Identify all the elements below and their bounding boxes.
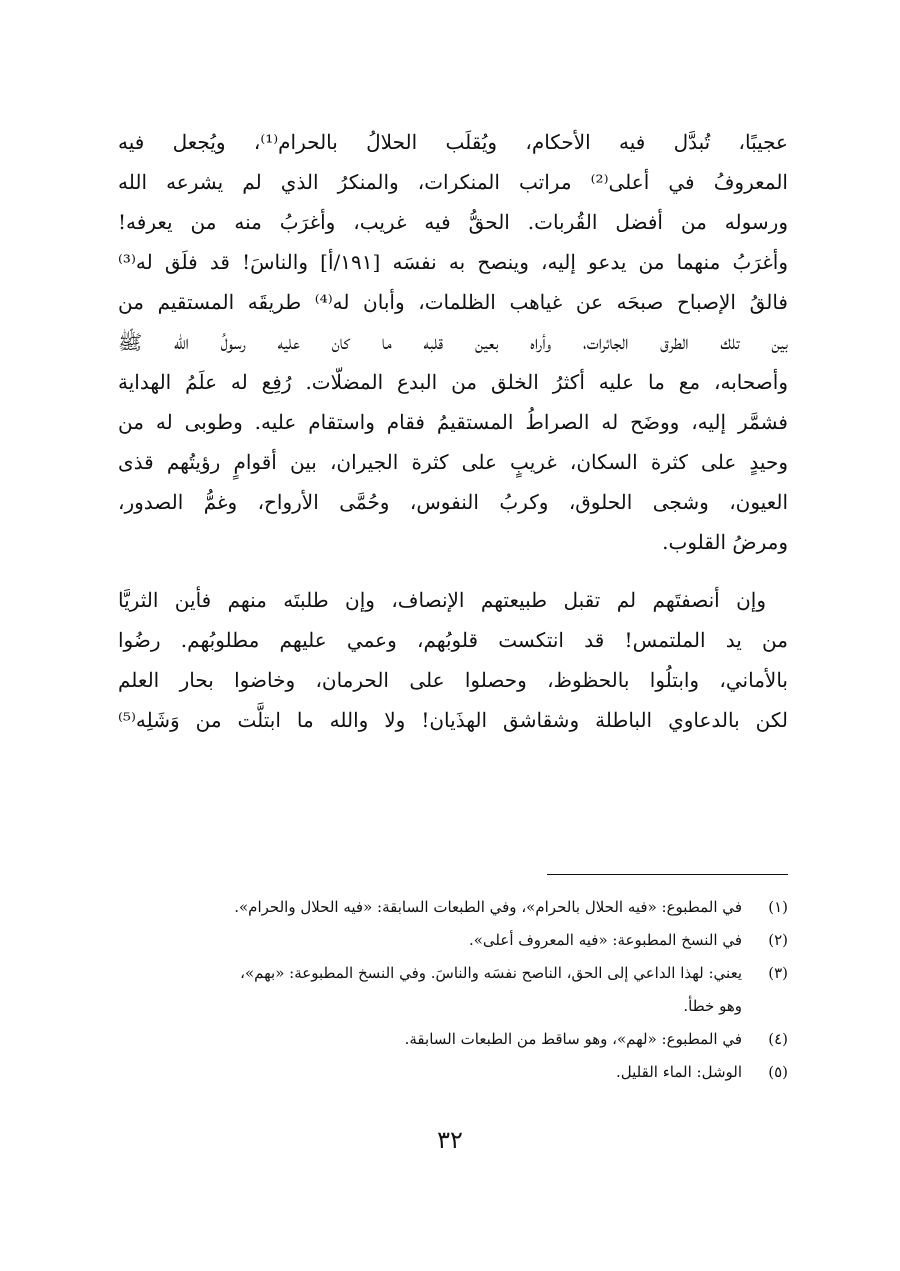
footnote-text: في المطبوع: «فيه الحلال بالحرام»، وفي الطبعات السابقة: «فيه الحلال والحرام». bbox=[234, 898, 742, 916]
text-line: فشمَّر إليه، ووضَح له الصراطُ المستقيمُ فقام واستقام عليه. وطوبى له من bbox=[118, 410, 788, 434]
footnote-number: (٤) bbox=[768, 1030, 788, 1048]
paragraph-gap bbox=[118, 562, 788, 580]
text-line: ومرضُ القلوب. bbox=[662, 530, 788, 554]
text-line: بين تلك الطرق الجائرات، وأراه بعين قلبه ما كان عليه رسولُ الله ﷺ bbox=[118, 330, 788, 354]
text-line: المعروفُ في أعلى⁽²⁾ مراتب المنكرات، والمنكرُ الذي لم يشرعه الله bbox=[118, 170, 788, 194]
text-line: لكن بالدعاوي الباطلة وشقاشق الهذَيان! ولا والله ما ابتلَّت من وَشَلِه⁽⁵⁾ bbox=[118, 708, 788, 732]
footnote-text: يعني: لهذا الداعي إلى الحق، الناصح نفسَه والناسَ. وفي النسخ المطبوعة: «بهم»، bbox=[240, 964, 742, 982]
paragraph-1 bbox=[118, 122, 788, 562]
text-line: وإن أنصفتَهم لم تقبل طبيعتهم الإنصاف، وإن طلبتَه منهم فأين الثريَّا bbox=[118, 588, 766, 612]
footnote-separator bbox=[547, 874, 788, 875]
footnote-number: (١) bbox=[768, 898, 788, 916]
text-line: وأصحابه، مع ما عليه أكثرُ الخلق من البدع المضلّات. رُفِع له علَمُ الهداية bbox=[118, 370, 788, 394]
footnote bbox=[118, 1056, 788, 1089]
footnote-number: (٢) bbox=[768, 931, 788, 949]
text-line: وحيدٍ على كثرة السكان، غريبٍ على كثرة الجيران، بين أقوامٍ رؤيتُهم قذى bbox=[118, 450, 788, 474]
footnote-text: الوشل: الماء القليل. bbox=[616, 1063, 742, 1081]
text-line: ورسوله من أفضل القُربات. الحقُّ فيه غريب، وأغرَبُ منه من يعرفه! bbox=[118, 210, 788, 234]
text-line: بالأماني، وابتلُوا بالحظوظ، وحصلوا على الحرمان، وخاضوا بحار العلم bbox=[118, 668, 788, 692]
text-line: عجيبًا، تُبدَّل فيه الأحكام، ويُقلَب الحلالُ بالحرام⁽¹⁾، ويُجعل فيه bbox=[118, 130, 788, 154]
text-line: وأغرَبُ منهما من يدعو إليه، وينصح به نفسَه [١٩١/أ] والناسَ! قد فلَق له⁽³⁾ bbox=[118, 250, 788, 274]
paragraph-2 bbox=[118, 580, 788, 740]
footnote-text: في النسخ المطبوعة: «فيه المعروف أعلى». bbox=[468, 931, 742, 949]
footnote bbox=[118, 924, 788, 957]
page-number: ٣٢ bbox=[437, 1126, 463, 1154]
footnote-text: في المطبوع: «لهم»، وهو ساقط من الطبعات السابقة. bbox=[404, 1030, 742, 1048]
footnote-continuation bbox=[118, 990, 788, 1023]
main-text bbox=[118, 122, 788, 740]
text-line: العيون، وشجى الحلوق، وكربُ النفوس، وحُمَّى الأرواح، وغمُّ الصدور، bbox=[118, 490, 788, 514]
footnote bbox=[118, 891, 788, 924]
footnote-text: وهو خطأ. bbox=[683, 997, 742, 1015]
footnotes bbox=[118, 891, 788, 1089]
footnote-number: (٥) bbox=[768, 1063, 788, 1081]
text-line: من يد الملتمس! قد انتكست قلوبُهم، وعمي عليهم مطلوبُهم. رضُوا bbox=[118, 628, 788, 652]
footnote bbox=[118, 1023, 788, 1056]
text-line: فالقُ الإصباح صبحَه عن غياهب الظلمات، وأبان له⁽⁴⁾ طريقَه المستقيم من bbox=[118, 290, 788, 314]
footnote bbox=[118, 957, 788, 990]
footnote-number: (٣) bbox=[768, 964, 788, 982]
